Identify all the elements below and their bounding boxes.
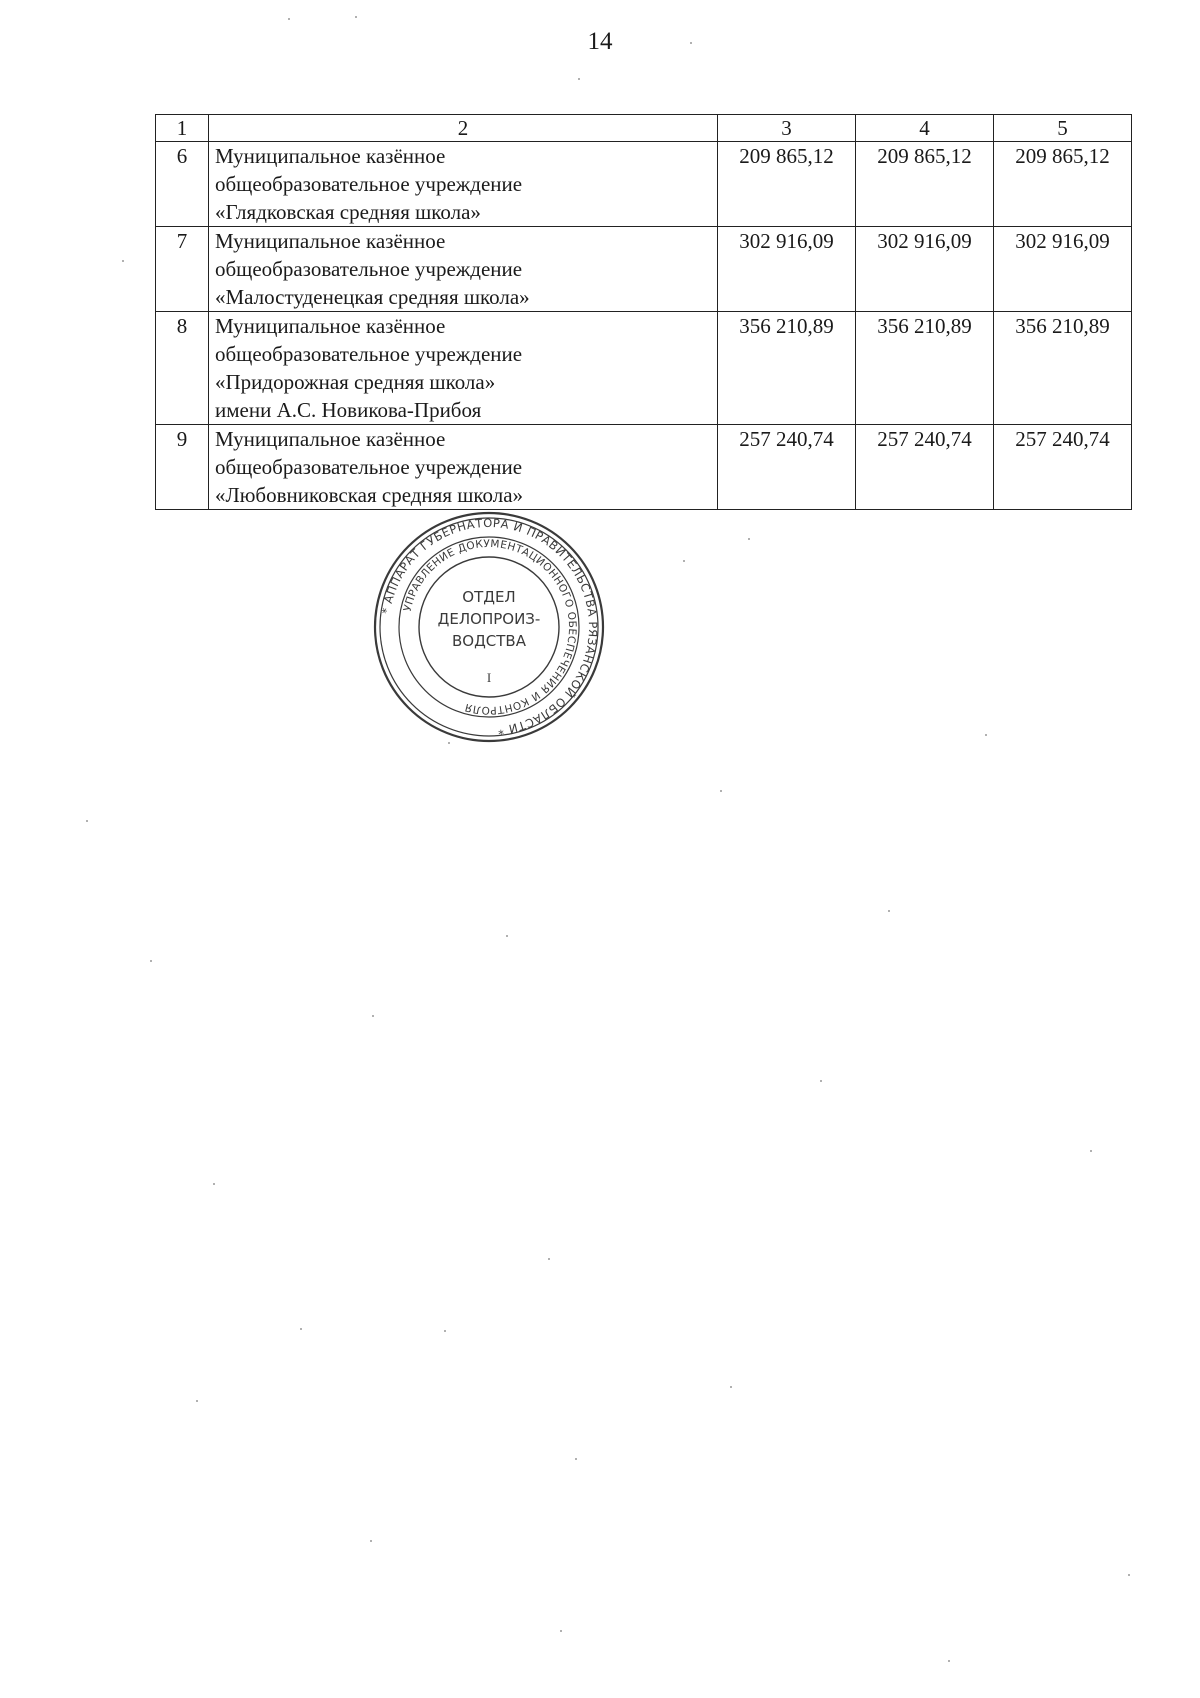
scan-speck xyxy=(575,1458,577,1460)
value-col-5: 209 865,12 xyxy=(994,142,1132,227)
scan-speck xyxy=(506,935,508,937)
scan-speck xyxy=(444,1330,446,1332)
table-row xyxy=(156,312,1132,425)
column-header-5: 5 xyxy=(994,115,1132,142)
institution-name-line: «Любовниковская средняя школа» xyxy=(215,483,524,507)
scan-speck xyxy=(948,1660,950,1662)
stamp-center-line: ОТДЕЛ xyxy=(462,588,516,606)
scan-speck xyxy=(213,1183,215,1185)
institution-name-line: Муниципальное казённое xyxy=(215,144,446,168)
scan-speck xyxy=(690,42,692,44)
scan-speck xyxy=(1128,1574,1130,1576)
row-number: 9 xyxy=(156,425,209,510)
column-header-2: 2 xyxy=(209,115,718,142)
institution-name-line: общеобразовательное учреждение xyxy=(215,257,523,281)
official-stamp xyxy=(372,510,606,744)
value-col-3: 209 865,12 xyxy=(718,142,856,227)
scan-speck xyxy=(150,960,152,962)
column-header-1: 1 xyxy=(156,115,209,142)
institution-name-line: общеобразовательное учреждение xyxy=(215,342,523,366)
institution-name xyxy=(209,312,718,425)
institution-name-line: имени А.С. Новикова-Прибоя xyxy=(215,398,482,422)
scan-speck xyxy=(355,16,357,18)
institution-name xyxy=(209,227,718,312)
scan-speck xyxy=(1090,1150,1092,1152)
stamp-inner-ring-text: УПРАВЛЕНИЕ ДОКУМЕНТАЦИОННОГО ОБЕСПЕЧЕНИЯ И КОНТРОЛЯ xyxy=(401,537,579,717)
table-row xyxy=(156,425,1132,510)
stamp-center-line: ДЕЛОПРОИЗ- xyxy=(437,610,541,628)
value-col-3: 356 210,89 xyxy=(718,312,856,425)
stamp-mark: I xyxy=(486,670,492,685)
value-col-4: 356 210,89 xyxy=(856,312,994,425)
scan-speck xyxy=(288,18,290,20)
value-col-5: 257 240,74 xyxy=(994,425,1132,510)
scan-speck xyxy=(548,1258,550,1260)
column-header-4: 4 xyxy=(856,115,994,142)
institution-name-line: Муниципальное казённое xyxy=(215,314,446,338)
value-col-5: 302 916,09 xyxy=(994,227,1132,312)
value-col-5: 356 210,89 xyxy=(994,312,1132,425)
stamp-outer-ring-text: * АППАРАТ ГУБЕРНАТОРА И ПРАВИТЕЛЬСТВА РЯЗАНСКОЙ ОБЛАСТИ * xyxy=(378,515,601,738)
budget-table xyxy=(155,114,1132,510)
value-col-3: 302 916,09 xyxy=(718,227,856,312)
institution-name-line: Муниципальное казённое xyxy=(215,427,446,451)
stamp-center-line: ВОДСТВА xyxy=(451,632,527,650)
institution-name-line: «Малостуденецкая средняя школа» xyxy=(215,285,530,309)
scan-speck xyxy=(683,560,685,562)
value-col-4: 209 865,12 xyxy=(856,142,994,227)
scan-speck xyxy=(122,260,124,262)
value-col-4: 257 240,74 xyxy=(856,425,994,510)
institution-name-line: «Глядковская средняя школа» xyxy=(215,200,481,224)
column-header-3: 3 xyxy=(718,115,856,142)
scan-speck xyxy=(748,538,750,540)
scan-speck xyxy=(560,1630,562,1632)
institution-name-line: общеобразовательное учреждение xyxy=(215,172,523,196)
value-col-3: 257 240,74 xyxy=(718,425,856,510)
scan-speck xyxy=(370,1540,372,1542)
table-row xyxy=(156,142,1132,227)
institution-name xyxy=(209,142,718,227)
institution-name-line: общеобразовательное учреждение xyxy=(215,455,523,479)
scan-speck xyxy=(578,78,580,80)
scan-speck xyxy=(196,1400,198,1402)
institution-name xyxy=(209,425,718,510)
stamp-seal-icon xyxy=(372,510,606,744)
scan-speck xyxy=(300,1328,302,1330)
scan-speck xyxy=(448,742,450,744)
scan-speck xyxy=(820,1080,822,1082)
table-row xyxy=(156,227,1132,312)
scan-speck xyxy=(86,820,88,822)
row-number: 7 xyxy=(156,227,209,312)
row-number: 8 xyxy=(156,312,209,425)
scan-speck xyxy=(985,734,987,736)
table-header-row xyxy=(156,115,1132,142)
institution-name-line: «Придорожная средняя школа» xyxy=(215,370,496,394)
scan-speck xyxy=(372,1015,374,1017)
scan-speck xyxy=(720,790,722,792)
scan-speck xyxy=(730,1386,732,1388)
value-col-4: 302 916,09 xyxy=(856,227,994,312)
row-number: 6 xyxy=(156,142,209,227)
institution-name-line: Муниципальное казённое xyxy=(215,229,446,253)
page-number: 14 xyxy=(587,28,613,55)
scan-speck xyxy=(888,910,890,912)
